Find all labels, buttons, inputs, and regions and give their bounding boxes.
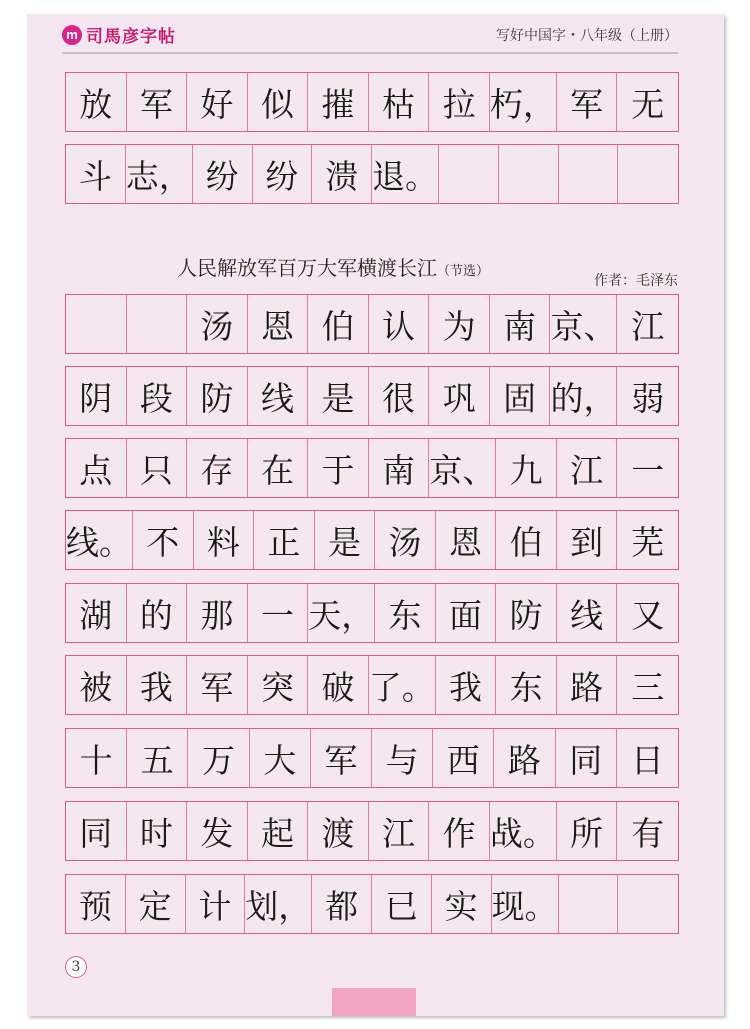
grid-cell — [312, 875, 372, 933]
grid-cell — [66, 295, 127, 353]
character: 大 — [263, 740, 297, 780]
character: 起 — [260, 813, 294, 853]
grid-cell — [127, 73, 188, 131]
character: 时 — [139, 813, 173, 853]
grid-row — [65, 438, 679, 498]
grid-row — [65, 72, 679, 132]
grid-cell — [248, 584, 309, 642]
grid-cell — [66, 511, 133, 569]
character: 认 — [382, 306, 416, 346]
grid-cell — [550, 367, 617, 425]
grid-cell — [432, 875, 492, 933]
grid-cell — [250, 729, 311, 787]
character: 南 — [503, 306, 537, 346]
character: 划， — [245, 886, 312, 926]
logo-text: 司馬彦字帖 — [86, 27, 176, 47]
grid-cell — [372, 145, 439, 203]
character: 枯 — [382, 84, 416, 124]
character: 渡 — [321, 813, 355, 853]
character: 战。 — [489, 813, 556, 853]
grid-cell — [490, 367, 551, 425]
poem-title-text: 人民解放军百万大军横渡长江 — [177, 256, 437, 280]
character: 斗 — [78, 156, 112, 196]
grid-cell — [369, 367, 430, 425]
character: 江 — [382, 813, 416, 853]
grid-cell — [375, 511, 436, 569]
character: 朽， — [489, 84, 556, 124]
character: 伯 — [321, 306, 355, 346]
grid-cell — [490, 295, 551, 353]
character: 东 — [388, 595, 422, 635]
character: 面 — [449, 595, 483, 635]
character: 西 — [446, 740, 480, 780]
grid-cell — [436, 656, 497, 714]
character: 芜 — [631, 522, 665, 562]
character: 为 — [442, 306, 476, 346]
character: 作 — [442, 813, 476, 853]
character: 十 — [79, 740, 113, 780]
character: 现。 — [491, 886, 558, 926]
character: 被 — [79, 667, 113, 707]
grid-row — [65, 144, 679, 204]
grid-cell — [617, 729, 678, 787]
character: 九 — [509, 450, 543, 490]
character: 纷 — [265, 156, 299, 196]
poem-title-note: （节选） — [437, 264, 490, 279]
grid-cell — [133, 511, 194, 569]
character: 东 — [509, 667, 543, 707]
character: 到 — [570, 522, 604, 562]
grid-cell — [127, 584, 188, 642]
grid-cell — [66, 145, 126, 203]
poem-author: 作者：毛泽东 — [594, 273, 678, 289]
character: 恩 — [449, 522, 483, 562]
character: 京、 — [429, 450, 496, 490]
grid-cell — [492, 875, 559, 933]
grid-cell — [556, 729, 617, 787]
character: 同 — [569, 740, 603, 780]
character: 军 — [324, 740, 358, 780]
grid-cell — [187, 295, 248, 353]
grid-cell — [550, 295, 617, 353]
character: 不 — [146, 522, 180, 562]
character: 计 — [198, 886, 232, 926]
grid-cell — [194, 511, 255, 569]
logo-m-icon: m — [62, 25, 82, 45]
grid-cell — [66, 73, 127, 131]
grid-row — [65, 655, 679, 715]
character: 溃 — [325, 156, 359, 196]
grid-cell — [187, 656, 248, 714]
grid-cell — [436, 584, 497, 642]
brand-logo — [62, 22, 176, 47]
character: 于 — [321, 450, 355, 490]
grid-cell — [369, 439, 430, 497]
character: 线。 — [66, 522, 132, 562]
character: 日 — [630, 740, 664, 780]
grid-cell — [126, 145, 193, 203]
grid-cell — [308, 802, 369, 860]
character: 巩 — [442, 378, 476, 418]
grid-cell — [308, 584, 375, 642]
character: 实 — [444, 886, 478, 926]
character: 五 — [140, 740, 174, 780]
grid-row — [65, 294, 679, 354]
grid-row — [65, 510, 679, 570]
grid-cell — [617, 511, 678, 569]
grid-cell — [254, 511, 315, 569]
character: 我 — [139, 667, 173, 707]
character: 破 — [321, 667, 355, 707]
grid-cell — [66, 802, 127, 860]
grid-cell — [429, 439, 496, 497]
character: 军 — [570, 84, 604, 124]
character: 与 — [385, 740, 419, 780]
grid-cell — [617, 584, 678, 642]
grid-cell — [127, 439, 188, 497]
character: 的， — [550, 378, 617, 418]
character: 了。 — [368, 667, 435, 707]
character: 很 — [382, 378, 416, 418]
grid-cell — [248, 295, 309, 353]
character: 是 — [321, 378, 355, 418]
grid-cell — [127, 729, 188, 787]
grid-row — [65, 728, 679, 788]
character: 恩 — [260, 306, 294, 346]
character: 志， — [125, 156, 192, 196]
grid-cell — [193, 145, 253, 203]
character: 料 — [206, 522, 240, 562]
grid-cell — [617, 73, 678, 131]
grid-cell — [127, 367, 188, 425]
grid-cell — [496, 439, 557, 497]
page-number: 3 — [65, 956, 87, 978]
grid-cell — [557, 802, 618, 860]
grid-cell — [253, 145, 313, 203]
grid-cell — [186, 875, 246, 933]
grid-cell — [245, 875, 312, 933]
grid-cell — [429, 802, 490, 860]
character: 预 — [78, 886, 112, 926]
character: 万 — [201, 740, 235, 780]
character: 阴 — [79, 378, 113, 418]
grid-cell — [187, 73, 248, 131]
character: 汤 — [200, 306, 234, 346]
character: 拉 — [442, 84, 476, 124]
character: 南 — [382, 450, 416, 490]
grid-cell — [66, 439, 127, 497]
grid-cell — [308, 73, 369, 131]
header-divider — [62, 52, 678, 54]
character: 汤 — [388, 522, 422, 562]
grid-cell — [127, 656, 188, 714]
character: 一 — [631, 450, 665, 490]
grid-cell — [617, 656, 678, 714]
grid-cell — [66, 584, 127, 642]
grid-cell — [429, 73, 490, 131]
character: 好 — [200, 84, 234, 124]
character: 江 — [631, 306, 665, 346]
character: 只 — [139, 450, 173, 490]
grid-cell — [429, 295, 490, 353]
character: 正 — [267, 522, 301, 562]
grid-cell — [187, 802, 248, 860]
grid-cell — [372, 729, 433, 787]
grid-cell — [499, 145, 559, 203]
character: 我 — [449, 667, 483, 707]
grid-cell — [127, 295, 188, 353]
character: 有 — [631, 813, 665, 853]
grid-cell — [312, 145, 372, 203]
grid-cell — [66, 729, 127, 787]
character: 伯 — [509, 522, 543, 562]
character: 都 — [325, 886, 359, 926]
grid-cell — [248, 439, 309, 497]
character: 那 — [200, 595, 234, 635]
grid-cell — [315, 511, 376, 569]
grid-cell — [372, 875, 432, 933]
grid-cell — [187, 439, 248, 497]
grid-cell — [126, 875, 186, 933]
grid-cell — [617, 367, 678, 425]
grid-row — [65, 366, 679, 426]
character: 又 — [631, 595, 665, 635]
character: 纷 — [205, 156, 239, 196]
grid-cell — [557, 584, 618, 642]
character: 突 — [260, 667, 294, 707]
character: 军 — [200, 667, 234, 707]
character: 放 — [79, 84, 113, 124]
grid-cell — [308, 656, 369, 714]
grid-cell — [187, 367, 248, 425]
character: 一 — [260, 595, 294, 635]
grid-cell — [433, 729, 494, 787]
character: 防 — [509, 595, 543, 635]
grid-cell — [494, 729, 555, 787]
grid-cell — [618, 875, 678, 933]
character: 线 — [570, 595, 604, 635]
character: 路 — [507, 740, 541, 780]
grid-cell — [308, 295, 369, 353]
character: 存 — [200, 450, 234, 490]
character: 发 — [200, 813, 234, 853]
grid-cell — [248, 367, 309, 425]
character: 天， — [308, 595, 375, 635]
character: 退。 — [372, 156, 438, 196]
character: 弱 — [631, 378, 665, 418]
character: 定 — [138, 886, 172, 926]
character: 防 — [200, 378, 234, 418]
grid-cell — [369, 802, 430, 860]
grid-cell — [496, 584, 557, 642]
grid-cell — [557, 73, 618, 131]
grid-cell — [496, 511, 557, 569]
character: 固 — [503, 378, 537, 418]
grid-cell — [559, 145, 619, 203]
grid-cell — [429, 367, 490, 425]
grid-cell — [439, 145, 499, 203]
grid-row — [65, 874, 679, 934]
grid-cell — [436, 511, 497, 569]
page-edge-tab — [332, 988, 416, 1016]
character: 军 — [139, 84, 173, 124]
character: 同 — [79, 813, 113, 853]
grid-cell — [618, 145, 678, 203]
character: 的 — [139, 595, 173, 635]
grid-cell — [375, 584, 436, 642]
character: 所 — [570, 813, 604, 853]
grid-cell — [490, 73, 557, 131]
grid-row — [65, 583, 679, 643]
grid-cell — [66, 656, 127, 714]
character: 湖 — [79, 595, 113, 635]
grid-cell — [369, 295, 430, 353]
character: 京、 — [550, 306, 617, 346]
grid-cell — [248, 656, 309, 714]
character: 段 — [139, 378, 173, 418]
character: 已 — [384, 886, 418, 926]
character: 江 — [570, 450, 604, 490]
character: 似 — [260, 84, 294, 124]
grid-row — [65, 801, 679, 861]
grid-cell — [496, 656, 557, 714]
character: 在 — [260, 450, 294, 490]
grid-cell — [308, 367, 369, 425]
grid-cell — [617, 802, 678, 860]
grid-cell — [308, 439, 369, 497]
grid-cell — [248, 802, 309, 860]
character: 是 — [327, 522, 361, 562]
grid-cell — [187, 584, 248, 642]
grid-cell — [369, 73, 430, 131]
grid-cell — [66, 367, 127, 425]
character: 点 — [79, 450, 113, 490]
grid-cell — [369, 656, 436, 714]
grid-cell — [557, 511, 618, 569]
grid-cell — [248, 73, 309, 131]
grid-cell — [559, 875, 619, 933]
grid-cell — [557, 439, 618, 497]
book-title: 写好中国字・八年级（上册） — [496, 28, 678, 44]
grid-cell — [557, 656, 618, 714]
character: 路 — [570, 667, 604, 707]
grid-cell — [617, 295, 678, 353]
character: 三 — [631, 667, 665, 707]
grid-cell — [127, 802, 188, 860]
workbook-page — [27, 14, 724, 1016]
grid-cell — [188, 729, 249, 787]
grid-cell — [311, 729, 372, 787]
character: 线 — [260, 378, 294, 418]
grid-cell — [490, 802, 557, 860]
character: 摧 — [321, 84, 355, 124]
grid-cell — [617, 439, 678, 497]
character: 无 — [631, 84, 665, 124]
grid-cell — [66, 875, 126, 933]
